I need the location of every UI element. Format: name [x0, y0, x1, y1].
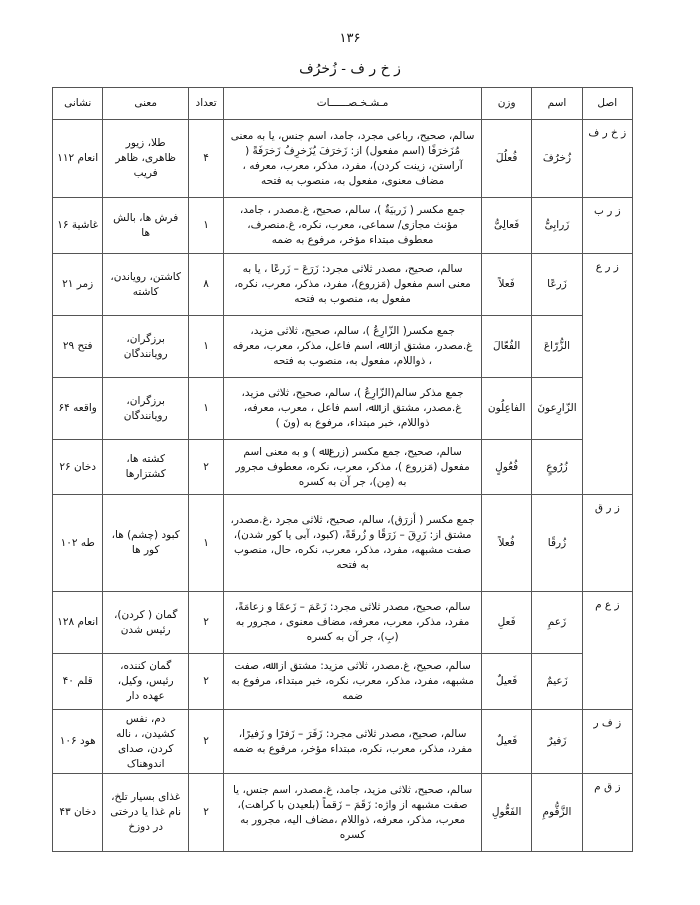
- ism-cell: الزَّقُّومِ: [532, 774, 582, 852]
- asl-cell: ز ع م: [582, 592, 632, 710]
- header-ism: اسم: [532, 88, 582, 120]
- meaning-cell: کاشتن، رویاندن، کاشته: [103, 254, 189, 316]
- asl-cell: ز خ ر ف: [582, 120, 632, 198]
- ref-cell: انعام ۱۱۲: [53, 120, 103, 198]
- wazn-cell: فُعلاً: [481, 495, 531, 592]
- desc-cell: جمع مکسر ( زَربیَةٌ )، سالم، صحیح، غ.مصدر ، جامد، مؤنث مجازی/ سماعی، معرب، نکره، غ.منصرف، معطوف مبتداء مؤخر، مرفوع به ضمه: [224, 198, 482, 254]
- count-cell: ۲: [188, 710, 223, 774]
- wazn-cell: الفَعُّولِ: [481, 774, 531, 852]
- ism-cell: زُخرُفَ: [532, 120, 582, 198]
- wazn-cell: الفاعِلُون: [481, 378, 531, 440]
- count-cell: ۱: [188, 378, 223, 440]
- table-row: [53, 654, 633, 710]
- ism-cell: زَعیمٌ: [532, 654, 582, 710]
- header-meaning: معنی: [103, 88, 189, 120]
- table-row: [53, 316, 633, 378]
- ref-cell: هود ۱۰۶: [53, 710, 103, 774]
- ref-cell: دخان ۲۶: [53, 440, 103, 495]
- count-cell: ۱: [188, 316, 223, 378]
- ism-cell: زُرُوعٍ: [532, 440, 582, 495]
- desc-cell: سالم، صحیح، مصدر ثلاثی مجرد: زَفَرَ – زَفرًا و زَفیرًا، مفرد، مذکر، معرب، نکره، مبتداء مؤخر، مرفوع به ضمه: [224, 710, 482, 774]
- asl-cell: ز ف ر: [582, 710, 632, 774]
- meaning-cell: گمان کننده، رئیس، وکیل، عهده دار: [103, 654, 189, 710]
- meaning-cell: طلا، زیور ظاهری، ظاهر فریب: [103, 120, 189, 198]
- wazn-cell: الفُعّالَ: [481, 316, 531, 378]
- table-header-row: [53, 88, 633, 120]
- desc-cell: جمع مذکر سالم(الزّارِعُ )، سالم، صحیح، ثلاثی مزید، غ.مصدر، مشتق از: ﷲ، اسم فاعل ، معرب، معرفه، ذواللام، خبر مبتداء، مرفوع به (ونَ ): [224, 378, 482, 440]
- meaning-cell: فرش ها، بالش ها: [103, 198, 189, 254]
- wazn-cell: فَعلِ: [481, 592, 531, 654]
- table-row: [53, 254, 633, 316]
- ref-cell: فتح ۲۹: [53, 316, 103, 378]
- meaning-cell: برزگران، رویانندگان: [103, 316, 189, 378]
- ref-cell: دخان ۴۳: [53, 774, 103, 852]
- ref-cell: واقعه ۶۴: [53, 378, 103, 440]
- count-cell: ۴: [188, 120, 223, 198]
- table-row: [53, 710, 633, 774]
- asl-cell: ز ر ع: [582, 254, 632, 495]
- ref-cell: زمر ۲۱: [53, 254, 103, 316]
- count-cell: ۲: [188, 592, 223, 654]
- table-row: [53, 774, 633, 852]
- table-row: [53, 120, 633, 198]
- page-title: ز خ ر ف - زُخرُف: [299, 61, 401, 77]
- count-cell: ۲: [188, 774, 223, 852]
- ref-cell: غاشیة ۱۶: [53, 198, 103, 254]
- table-row: [53, 378, 633, 440]
- asl-cell: ز ر ب: [582, 198, 632, 254]
- ism-cell: الزُّرّاعَ: [532, 316, 582, 378]
- count-cell: ۱: [188, 198, 223, 254]
- count-cell: ۲: [188, 654, 223, 710]
- word-table: [52, 87, 633, 852]
- wazn-cell: فَعیلٌ: [481, 710, 531, 774]
- header-ref: نشانی: [53, 88, 103, 120]
- ism-cell: زَرابِیُّ: [532, 198, 582, 254]
- desc-cell: سالم، صحیح، مصدر ثلاثی مجرد: زَعَمَ – زَعمًا و زعامَةً، مفرد، مذکر، معرب، معرفه، مضاف معنوی ، مجرور به (بِ)، جر آن به کسره: [224, 592, 482, 654]
- header-count: تعداد: [188, 88, 223, 120]
- header-asl: اصل: [582, 88, 632, 120]
- wazn-cell: فَعیلٌ: [481, 654, 531, 710]
- meaning-cell: برزگران، رویانندگان: [103, 378, 189, 440]
- count-cell: ۱: [188, 495, 223, 592]
- ism-cell: زَعمِ: [532, 592, 582, 654]
- count-cell: ۸: [188, 254, 223, 316]
- table-row: [53, 198, 633, 254]
- meaning-cell: گمان ( کردن)، رئیس شدن: [103, 592, 189, 654]
- count-cell: ۲: [188, 440, 223, 495]
- wazn-cell: فَعالِیُّ: [481, 198, 531, 254]
- ism-cell: زَرعًا: [532, 254, 582, 316]
- ism-cell: زُرقًا: [532, 495, 582, 592]
- asl-cell: ز ر ق: [582, 495, 632, 592]
- meaning-cell: کبود (چشم) ها، کور ها: [103, 495, 189, 592]
- ref-cell: انعام ۱۲۸: [53, 592, 103, 654]
- table-row: [53, 592, 633, 654]
- meaning-cell: کشته ها، کشتزارها: [103, 440, 189, 495]
- desc-cell: سالم، صحیح، مصدر ثلاثی مجرد: زَرَعَ – زَرعًا ، یا به معنی اسم مفعول (مَزروع)، مفرد، مذکر، معرب، نکره، مفعول به، منصوب به فتحه: [224, 254, 482, 316]
- table-row: [53, 440, 633, 495]
- meaning-cell: دم، نفس کشیدن، ، ناله کردن، صدای اندوهناک: [103, 710, 189, 774]
- wazn-cell: فُعلُلَ: [481, 120, 531, 198]
- wazn-cell: فُعُولٍ: [481, 440, 531, 495]
- page-number: ۱۳۶: [339, 31, 361, 46]
- ism-cell: الزّارِعونَ: [532, 378, 582, 440]
- asl-cell: ز ق م: [582, 774, 632, 852]
- desc-cell: سالم، صحیح، رباعی مجرد، جامد، اسم جنس، یا به معنی مُزَخرَفًا (اسم مفعول) از: زَخرَفَ يُزَخرِفُ زَخرَفَةً ( آراستن، زینت کردن)، مفرد، مذکر، معرب، معرفه ، مضاف معنوی، مفعول به، منصوب به فتحه: [224, 120, 482, 198]
- desc-cell: جمع مکسر( الزّارِعُ )، سالم، صحیح، ثلاثی مزید، غ.مصدر، مشتق از: ﷲ، اسم فاعل، مذکر، معرب، معرفه ، ذواللام، مفعول به، منصوب به فتحه: [224, 316, 482, 378]
- desc-cell: سالم، صحیح، ثلاثی مزید، جامد، غ.مصدر، اسم جنس، یا صفت مشبهه از واژه: زَقَمَ – زَقماً (بلعیدن با کراهت)، معرب، مذکر، معرفه، ذواللام ،مضاف الیه، مجرور به کسره: [224, 774, 482, 852]
- desc-cell: جمع مکسر ( أزرَق)، سالم، صحیح، ثلاثی مجرد ،غ.مصدر، مشتق از: زَرِقَ – زَرَقًا و زُرقَةً، (کبود، آبی یا کور شدن)، صفت مشبهه، مفرد، مذکر، معرب، نکره، حال، منصوب به فتحه: [224, 495, 482, 592]
- desc-cell: سالم، صحیح، جمع مکسر (زرع ﷲ ) و به معنی اسم مفعول (مَزروع )، مذکر، معرب، نکره، معطوف مجرور به (مِن)، جر آن به کسره: [224, 440, 482, 495]
- header-wazn: وزن: [481, 88, 531, 120]
- ref-cell: قلم ۴۰: [53, 654, 103, 710]
- meaning-cell: غذای بسیار تلخ، نام غذا یا درختی در دوزخ: [103, 774, 189, 852]
- ism-cell: زَفیرٌ: [532, 710, 582, 774]
- table-row: [53, 495, 633, 592]
- ref-cell: طه ۱۰۲: [53, 495, 103, 592]
- wazn-cell: فَعلاً: [481, 254, 531, 316]
- header-desc: مـشـخـصــــــات: [224, 88, 482, 120]
- desc-cell: سالم، صحیح، غ.مصدر، ثلاثی مزید: مشتق از: ﷲ، صفت مشبهه، مفرد، مذکر، معرب، نکره، خبر مبتداء، مرفوع به ضمه: [224, 654, 482, 710]
